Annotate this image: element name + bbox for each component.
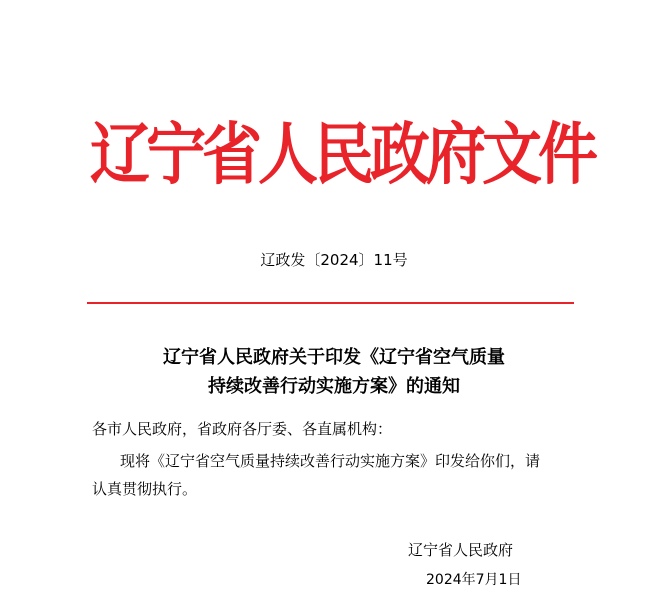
red-divider-line (87, 302, 574, 304)
issuer-header-title: 辽宁省人民政府文件 (90, 115, 594, 195)
signature-issuer: 辽宁省人民政府 (408, 541, 514, 559)
document-title-line-1: 辽宁省人民政府关于印发《辽宁省空气质量 (163, 347, 505, 368)
issue-date: 2024年7月1日 (426, 572, 522, 588)
document-number: 辽政发〔2024〕11号 (260, 251, 408, 269)
document-title (0, 343, 668, 401)
document-title-line-2: 持续改善行动实施方案》的通知 (208, 376, 460, 397)
body-paragraph-line-2: 认真贯彻执行。 (92, 480, 198, 498)
salutation: 各市人民政府，省政府各厅委、各直属机构： (92, 420, 393, 438)
body-paragraph-line-1: 现将《辽宁省空气质量持续改善行动实施方案》印发给你们，请 (120, 452, 541, 470)
